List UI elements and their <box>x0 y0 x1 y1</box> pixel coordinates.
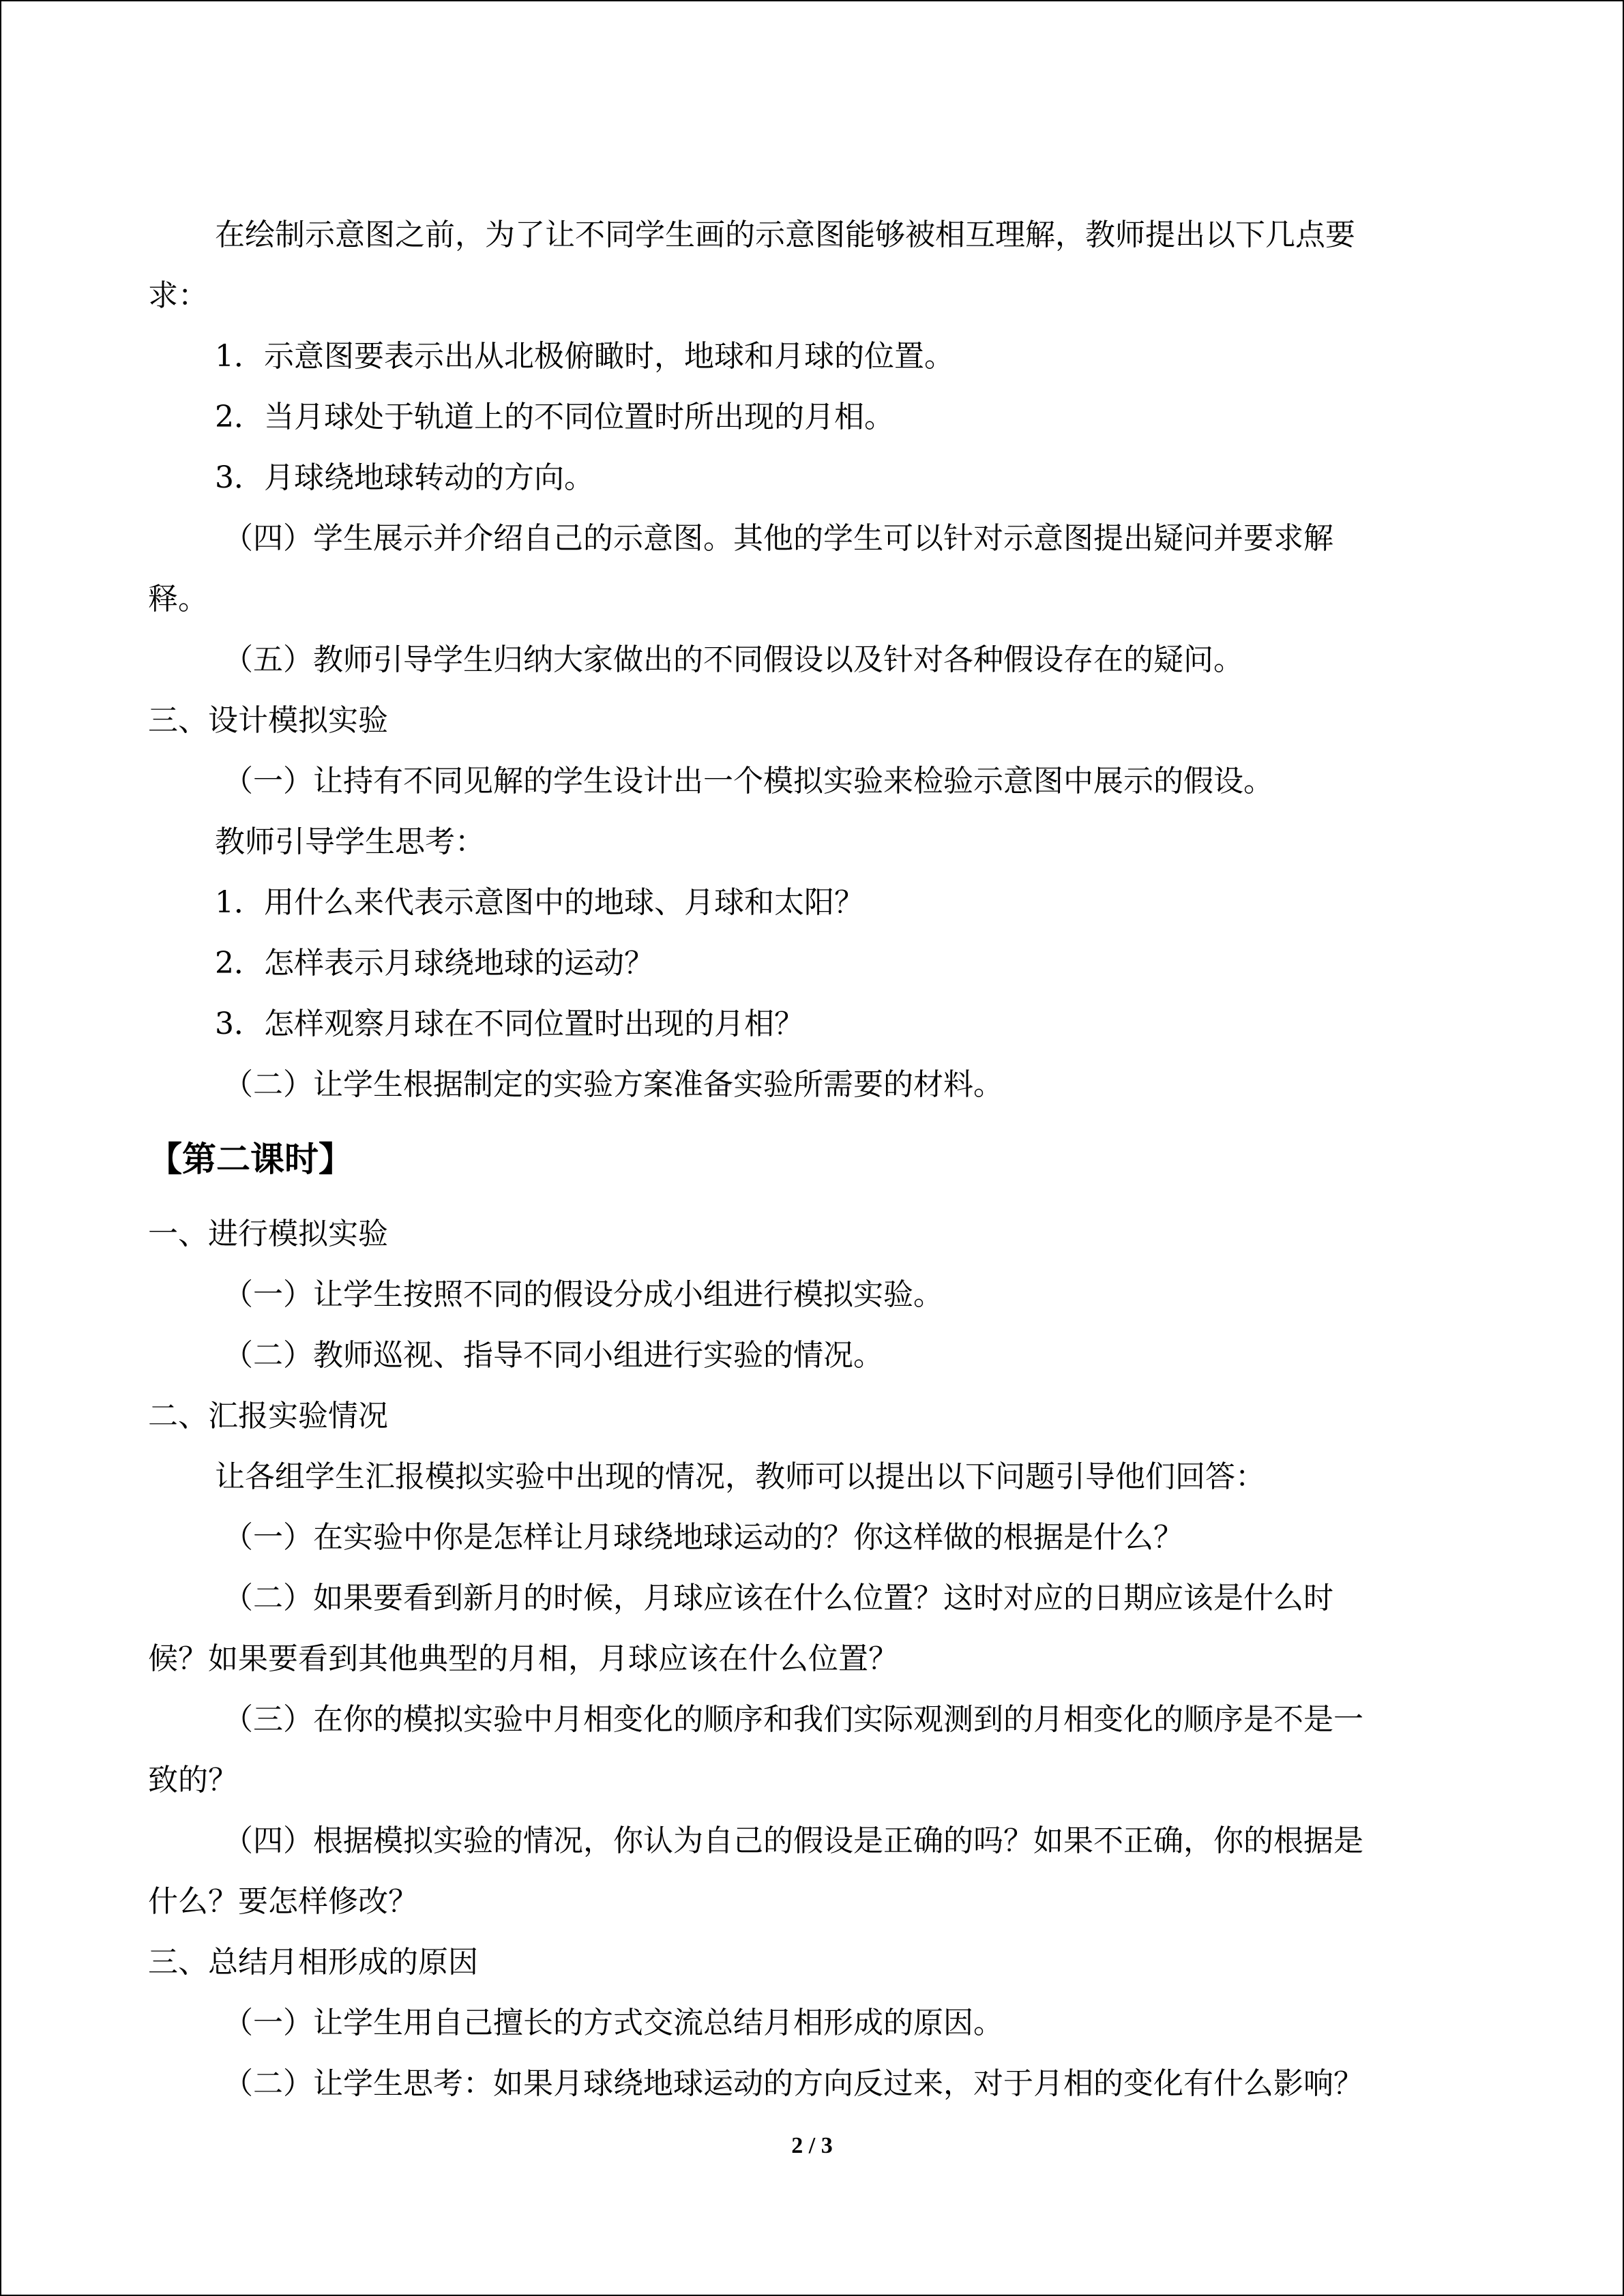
list-item: 1．用什么来代表示意图中的地球、月球和太阳？ <box>215 885 864 920</box>
list-item: 3．怎样观察月球在不同位置时出现的月相？ <box>215 1007 804 1041</box>
section-heading: 二、汇报实验情况 <box>148 1399 388 1433</box>
section-heading: 三、设计模拟实验 <box>148 703 388 738</box>
paragraph: （一）让学生用自己擅长的方式交流总结月相形成的原因。 <box>223 2006 1003 2040</box>
paragraph: （二）如果要看到新月的时候，月球应该在什么位置？这时对应的日期应该是什么时 <box>223 1581 1333 1615</box>
page-number: 2 / 3 <box>791 2133 833 2158</box>
lesson-heading: 【第二课时】 <box>148 1139 353 1179</box>
paragraph: （一）在实验中你是怎样让月球绕地球运动的？你这样做的根据是什么？ <box>223 1520 1183 1555</box>
paragraph: 求： <box>148 278 208 313</box>
section-heading: 三、总结月相形成的原因 <box>148 1945 478 1980</box>
list-item: 2．怎样表示月球绕地球的运动？ <box>215 946 654 981</box>
paragraph: 教师引导学生思考： <box>215 824 485 859</box>
paragraph: 释。 <box>148 582 208 616</box>
paragraph: （一）让学生按照不同的假设分成小组进行模拟实验。 <box>223 1277 943 1312</box>
paragraph: （二）教师巡视、指导不同小组进行实验的情况。 <box>223 1338 883 1373</box>
paragraph: （三）在你的模拟实验中月相变化的顺序和我们实际观测到的月相变化的顺序是不是一 <box>223 1702 1363 1737</box>
paragraph: （四）根据模拟实验的情况，你认为自己的假设是正确的吗？如果不正确，你的根据是 <box>223 1823 1363 1858</box>
section-heading: 一、进行模拟实验 <box>148 1217 388 1251</box>
paragraph: 候？如果要看到其他典型的月相，月球应该在什么位置？ <box>148 1641 898 1676</box>
paragraph: （二）让学生根据制定的实验方案准备实验所需要的材料。 <box>223 1067 1003 1102</box>
list-item: 3．月球绕地球转动的方向。 <box>215 460 594 495</box>
paragraph: （二）让学生思考：如果月球绕地球运动的方向反过来，对于月相的变化有什么影响？ <box>223 2066 1363 2101</box>
paragraph: 致的？ <box>148 1763 238 1798</box>
paragraph: 在绘制示意图之前，为了让不同学生画的示意图能够被相互理解，教师提出以下几点要 <box>215 218 1355 252</box>
list-item: 2．当月球处于轨道上的不同位置时所出现的月相。 <box>215 400 894 434</box>
paragraph: （四）学生展示并介绍自己的示意图。其他的学生可以针对示意图提出疑问并要求解 <box>223 521 1333 556</box>
paragraph: （一）让持有不同见解的学生设计出一个模拟实验来检验示意图中展示的假设。 <box>223 764 1273 799</box>
paragraph: 让各组学生汇报模拟实验中出现的情况，教师可以提出以下问题引导他们回答： <box>215 1459 1265 1494</box>
paragraph: 什么？要怎样修改？ <box>148 1884 418 1919</box>
document-body <box>148 205 1464 2114</box>
paragraph: （五）教师引导学生归纳大家做出的不同假设以及针对各种假设存在的疑问。 <box>223 642 1243 677</box>
list-item: 1．示意图要表示出从北极俯瞰时，地球和月球的位置。 <box>215 339 954 374</box>
